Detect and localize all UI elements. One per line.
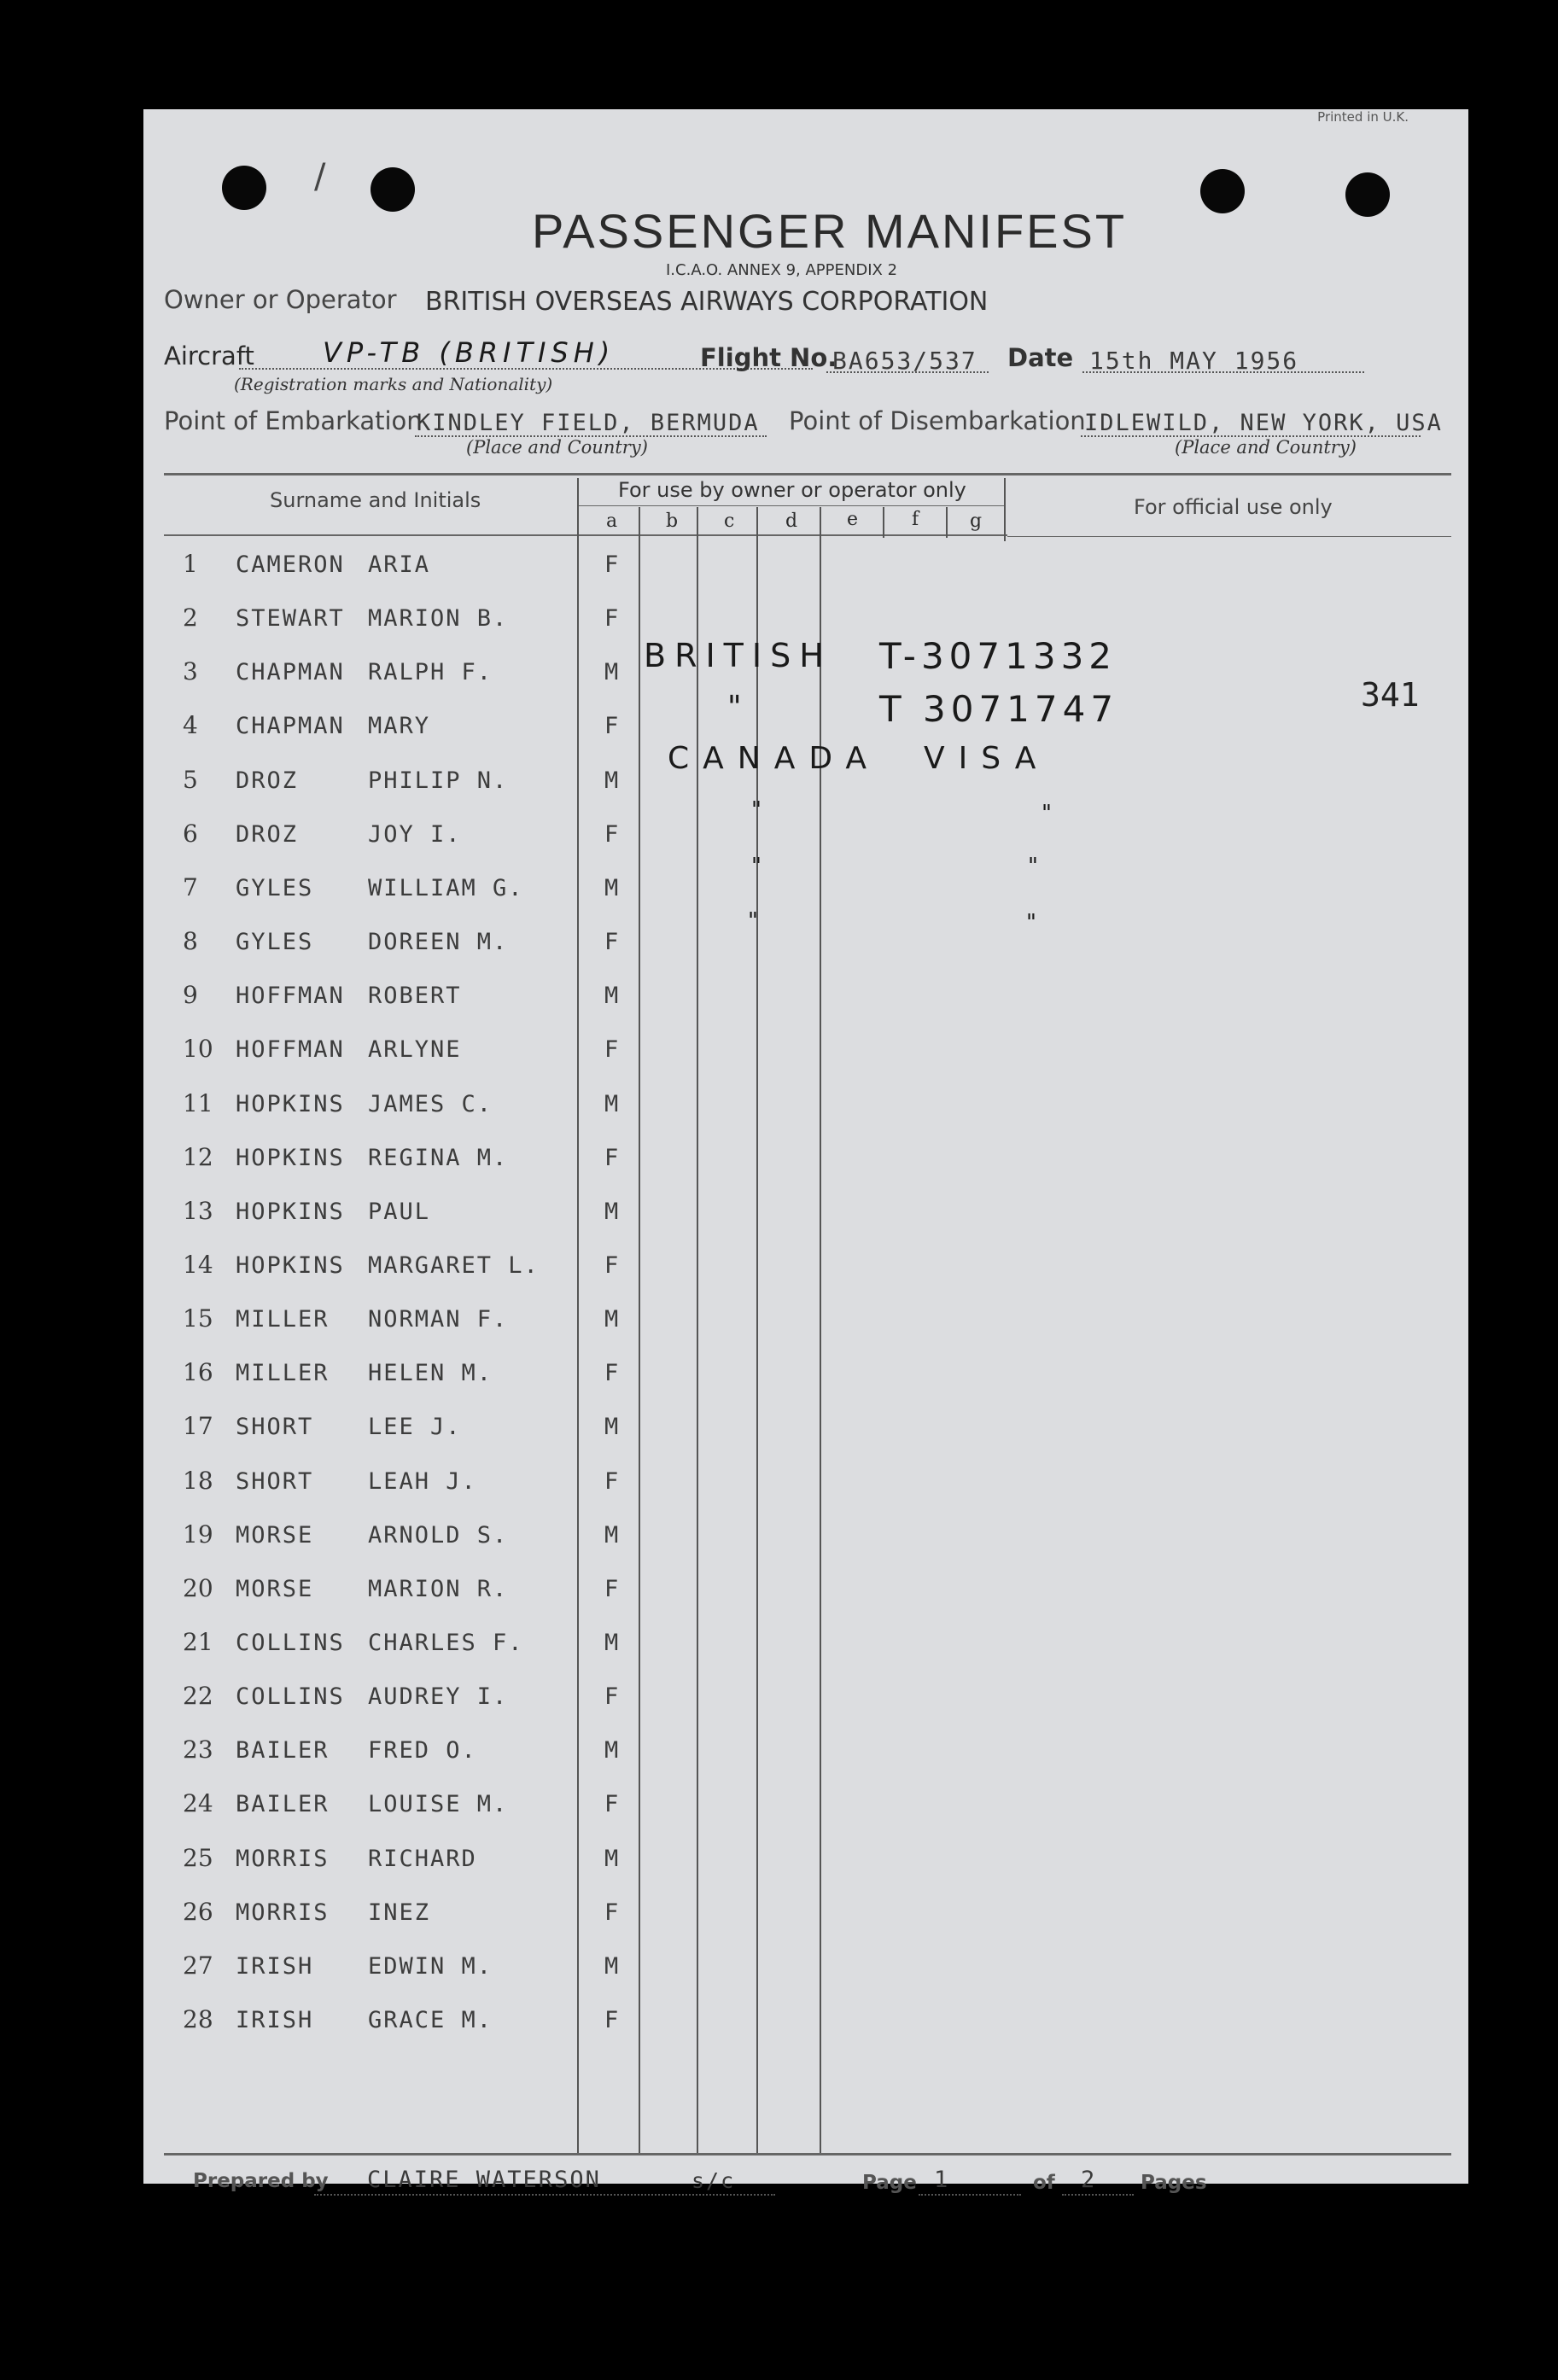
table-row [143,1077,1468,1131]
row-number: 22 [183,1682,213,1711]
owner-value: BRITISH OVERSEAS AIRWAYS CORPORATION [425,287,989,317]
handwritten-ditto-row6-f: " [1042,801,1060,826]
page-title: PASSENGER MANIFEST [532,204,1128,258]
punch-hole-icon [1345,172,1390,217]
sex-cell: M [604,1198,621,1225]
surname-cell: HOPKINS [236,1144,345,1171]
row-number: 7 [183,872,198,901]
table-row [143,808,1468,861]
table-row [143,1239,1468,1292]
sex-cell: M [604,1845,621,1872]
surname-cell: IRISH [236,2007,314,2034]
disembarkation-value: IDLEWILD, NEW YORK, USA [1084,410,1443,436]
total-pages: 2 [1081,2167,1097,2193]
surname-cell: MORRIS [236,1899,330,1926]
given-name-cell: PHILIP N. [368,767,509,794]
printed-note: Printed in U.K. [1317,109,1409,125]
table-row [143,1832,1468,1886]
sex-cell: M [604,1521,621,1549]
row-number: 2 [183,604,198,633]
table-row [143,1670,1468,1724]
given-name-cell: CHARLES F. [368,1630,524,1656]
flight-value: BA653/537 [832,347,977,375]
table-row [143,1993,1468,2047]
given-name-cell: REGINA M. [368,1144,509,1171]
manifest-sheet [143,109,1468,2194]
row-number: 11 [183,1088,213,1117]
given-name-cell: GRACE M. [368,2007,493,2034]
aircraft-label: Aircraft [164,341,254,370]
row-number: 23 [183,1735,213,1765]
sex-cell: F [604,1251,621,1279]
table-row [143,1292,1468,1346]
sex-cell: F [604,929,621,956]
given-name-cell: MARION B. [368,605,509,633]
row-number: 20 [183,1573,213,1602]
sex-cell: M [604,1737,621,1765]
row-number: 18 [183,1466,213,1495]
table-row [143,1724,1468,1777]
given-name-cell: EDWIN M. [368,1952,493,1980]
prepared-by-label: Prepared by [193,2170,329,2192]
prepared-by-suffix: s/c [691,2168,736,2193]
owner-use-header: For use by owner or operator only [618,478,966,502]
given-name-cell: DOREEN M. [368,929,509,956]
handwritten-ditto-row6-c: " [751,797,770,823]
sex-cell: F [604,1575,621,1602]
row-number: 5 [183,765,198,794]
handwritten-nationality-row5: CANADA [668,741,881,776]
row-number: 9 [183,981,198,1010]
surname-cell: SHORT [236,1414,314,1441]
table-row [143,1562,1468,1616]
sex-cell: F [604,1683,621,1711]
prepared-by-value: CLAIRE WATERSON [367,2167,601,2193]
sex-cell: F [604,605,621,633]
sex-cell: M [604,1414,621,1441]
row-number: 3 [183,657,198,686]
surname-cell: DROZ [236,820,299,848]
table-row [143,1455,1468,1508]
table-row [143,1886,1468,1940]
sex-cell: F [604,1791,621,1818]
row-number: 10 [183,1035,213,1064]
given-name-cell: RICHARD [368,1845,477,1872]
sex-cell: F [604,1144,621,1171]
given-name-cell: MARY [368,713,431,740]
col-c-header: c [724,510,735,532]
given-name-cell: LEE J. [368,1414,462,1441]
date-label: Date [1007,343,1074,372]
sex-cell: M [604,1090,621,1117]
given-name-cell: RALPH F. [368,659,493,686]
row-number: 1 [183,550,198,578]
handwritten-document-row3: T-3071332 [879,635,1117,677]
sex-cell: F [604,551,621,578]
row-number: 4 [183,711,198,740]
given-name-cell: JOY I. [368,820,462,848]
handwritten-ditto-row7-f: " [1028,854,1047,879]
surname-cell: HOFFMAN [236,1036,345,1064]
table-row [143,1616,1468,1670]
row-number: 15 [183,1304,213,1333]
surname-cell: COLLINS [236,1683,345,1711]
surname-cell: HOPKINS [236,1090,345,1117]
table-row [143,1346,1468,1400]
embarkation-value: KINDLEY FIELD, BERMUDA [417,410,760,436]
table-row [143,1185,1468,1239]
handwritten-ditto-row8-f: " [1026,910,1045,936]
embarkation-label: Point of Embarkation [164,406,423,435]
official-use-header: For official use only [1134,495,1333,519]
disembarkation-label: Point of Disembarkation [789,406,1086,435]
row-number: 12 [183,1142,213,1171]
row-number: 14 [183,1250,213,1279]
given-name-cell: LEAH J. [368,1467,477,1495]
surname-cell: CHAPMAN [236,713,345,740]
table-row [143,1400,1468,1454]
page-label: Page [862,2172,917,2194]
sex-cell: M [604,659,621,686]
surname-cell: MILLER [236,1306,330,1333]
col-a-header: a [606,510,618,532]
row-number: 26 [183,1897,213,1926]
date-value: 15th MAY 1956 [1089,347,1299,375]
col-e-header: e [847,509,859,530]
surname-cell: MORSE [236,1521,314,1549]
page-number: 1 [934,2167,950,2193]
handwritten-ditto-row4: " [727,690,750,725]
row-number: 17 [183,1412,213,1441]
table-row [143,538,1468,592]
table-row [143,1777,1468,1831]
surname-cell: GYLES [236,874,314,901]
sex-cell: M [604,1630,621,1656]
given-name-cell: ARLYNE [368,1036,462,1064]
surname-cell: HOPKINS [236,1251,345,1279]
col-b-header: b [666,510,679,532]
table-row [143,1023,1468,1076]
row-number: 21 [183,1628,213,1656]
given-name-cell: AUDREY I. [368,1683,509,1711]
given-name-cell: ROBERT [368,983,462,1010]
given-name-cell: ARNOLD S. [368,1521,509,1549]
page-subtitle: I.C.A.O. ANNEX 9, APPENDIX 2 [666,261,898,279]
row-number: 8 [183,927,198,956]
surname-cell: MORRIS [236,1845,330,1872]
given-name-cell: ARIA [368,551,431,578]
surname-cell: DROZ [236,767,299,794]
surname-cell: CHAPMAN [236,659,345,686]
surname-cell: BAILER [236,1737,330,1765]
table-row [143,1131,1468,1185]
handwritten-document-row4: T 3071747 [879,688,1119,730]
punch-hole-icon [1200,169,1245,213]
sex-cell: M [604,983,621,1010]
given-name-cell: WILLIAM G. [368,874,524,901]
table-row [143,861,1468,915]
surname-cell: BAILER [236,1791,330,1818]
punch-hole-icon [371,167,415,212]
surname-cell: MORSE [236,1575,314,1602]
row-number: 6 [183,819,198,848]
row-number: 27 [183,1951,213,1980]
row-number: 28 [183,2005,213,2034]
col-d-header: d [785,510,798,532]
row-number: 16 [183,1358,213,1387]
handwritten-nationality-row3: BRITISH [644,637,832,674]
row-number: 24 [183,1789,213,1818]
flight-label: Flight No. [700,343,837,372]
given-name-cell: HELEN M. [368,1360,493,1387]
surname-cell: CAMERON [236,551,345,578]
col-g-header: g [970,510,983,532]
given-name-cell: MARION R. [368,1575,509,1602]
punch-hole-icon [222,166,266,210]
pages-label: Pages [1141,2172,1207,2194]
handwritten-document-row5: VISA [924,741,1050,776]
surname-cell: SHORT [236,1467,314,1495]
sex-cell: F [604,2007,621,2034]
sex-cell: M [604,1952,621,1980]
sex-cell: M [604,874,621,901]
col-f-header: f [912,509,919,530]
surname-cell: COLLINS [236,1630,345,1656]
table-row [143,915,1468,969]
sex-cell: F [604,1899,621,1926]
given-name-cell: MARGARET L. [368,1251,540,1279]
surname-cell: GYLES [236,929,314,956]
row-number: 25 [183,1843,213,1872]
sex-cell: M [604,1306,621,1333]
sex-cell: F [604,820,621,848]
sex-cell: F [604,713,621,740]
table-row [143,1508,1468,1562]
embarkation-note: (Place and Country) [466,437,648,458]
handwritten-ditto-row7-c: " [751,854,770,879]
pencil-tick-mark: / [314,157,326,196]
sex-cell: M [604,767,621,794]
given-name-cell: FRED O. [368,1737,477,1765]
side-number: 341 [1361,676,1420,714]
surname-cell: STEWART [236,605,345,633]
given-name-cell: LOUISE M. [368,1791,509,1818]
table-row [143,1940,1468,1993]
given-name-cell: INEZ [368,1899,431,1926]
sex-cell: F [604,1036,621,1064]
handwritten-ditto-row8-c: " [748,908,767,934]
surname-cell: MILLER [236,1360,330,1387]
owner-label: Owner or Operator [164,285,397,314]
table-row [143,969,1468,1023]
sex-cell: F [604,1467,621,1495]
surname-cell: IRISH [236,1952,314,1980]
aircraft-note: (Registration marks and Nationality) [234,374,553,394]
row-number: 13 [183,1196,213,1225]
surname-cell: HOFFMAN [236,983,345,1010]
given-name-cell: NORMAN F. [368,1306,509,1333]
sex-cell: F [604,1360,621,1387]
surname-header: Surname and Initials [270,488,481,512]
given-name-cell: JAMES C. [368,1090,493,1117]
surname-cell: HOPKINS [236,1198,345,1225]
disembarkation-note: (Place and Country) [1175,437,1357,458]
row-number: 19 [183,1520,213,1549]
given-name-cell: PAUL [368,1198,431,1225]
of-label: of [1033,2172,1055,2194]
aircraft-value: VP-TB (BRITISH) [323,336,616,369]
